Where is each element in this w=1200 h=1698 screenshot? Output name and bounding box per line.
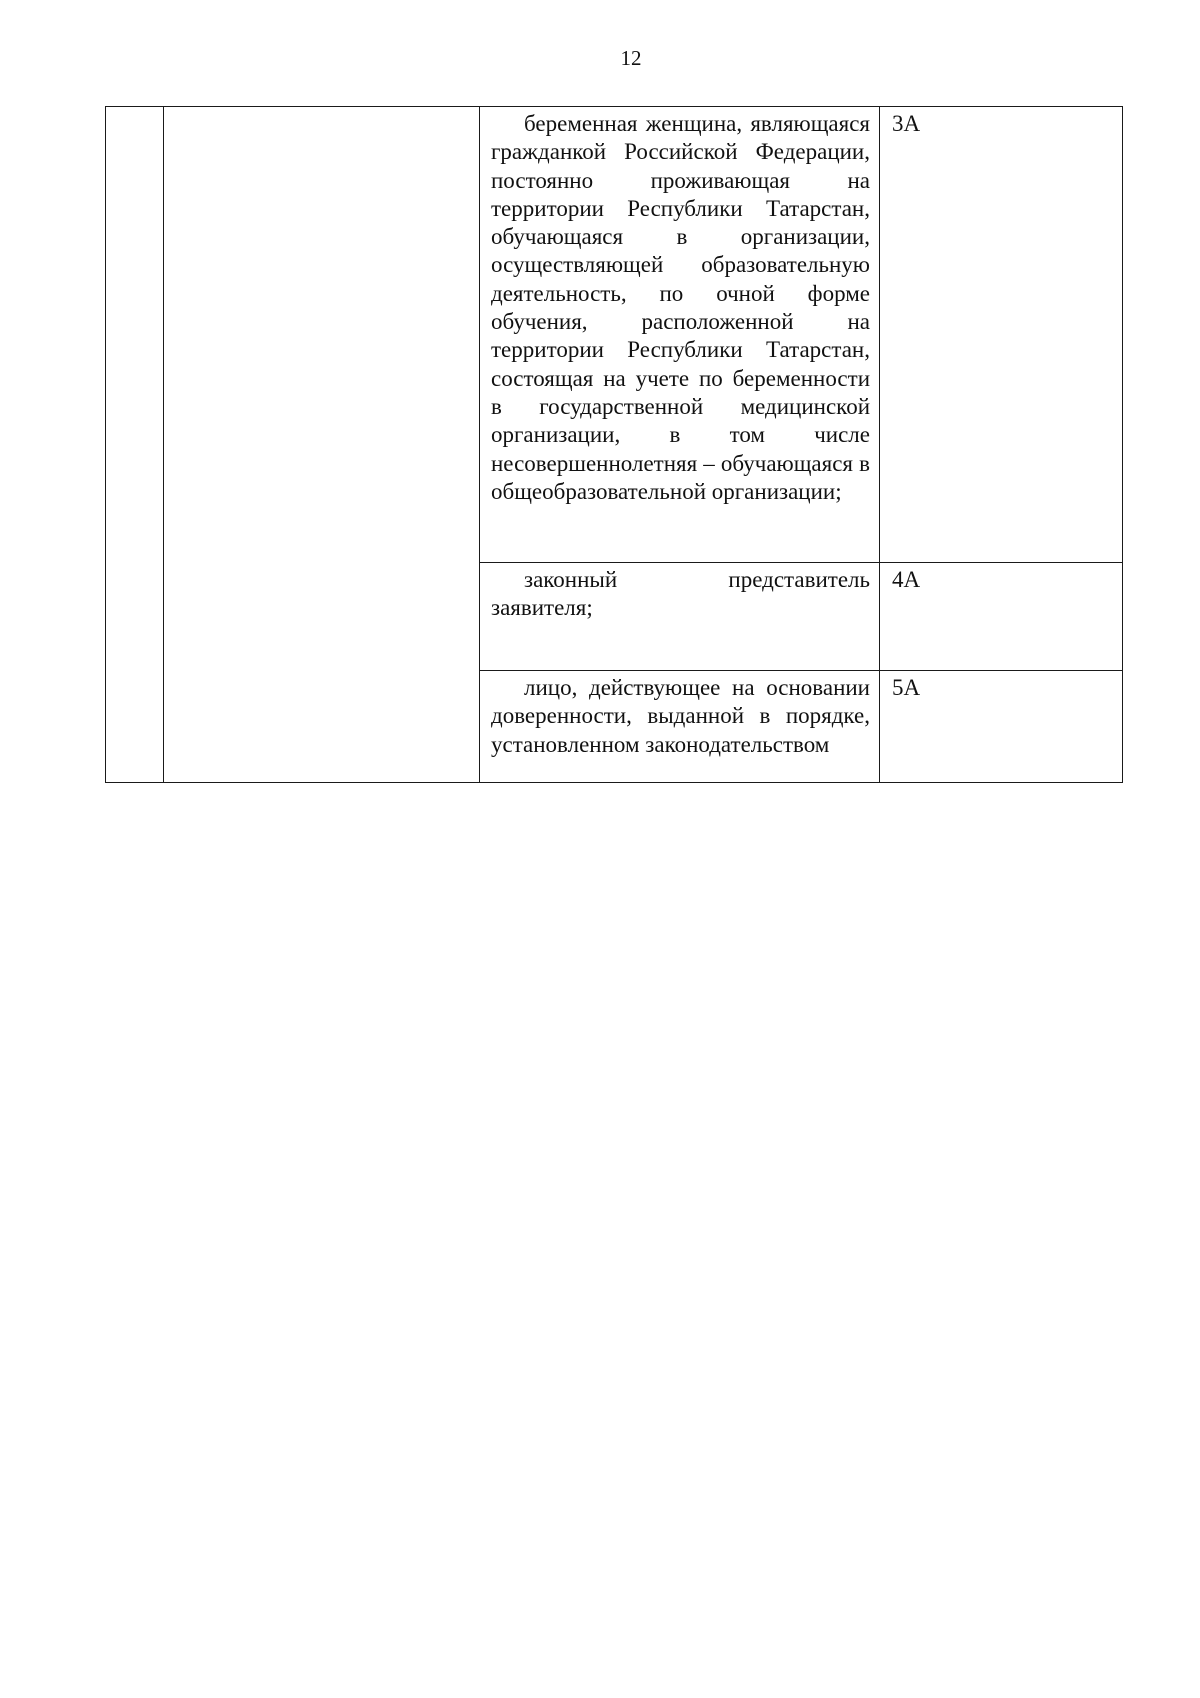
applicant-code: 4А bbox=[892, 567, 921, 592]
applicant-description-cell bbox=[480, 107, 880, 563]
applicant-description: законный представитель заявителя; bbox=[491, 567, 870, 621]
page-number: 12 bbox=[620, 46, 642, 70]
applicant-category-table bbox=[105, 106, 1123, 783]
applicant-code-cell bbox=[880, 563, 1123, 671]
table-row bbox=[106, 107, 1123, 563]
applicant-description-cell bbox=[480, 671, 880, 783]
applicant-code-cell bbox=[880, 107, 1123, 563]
applicant-code: 3А bbox=[892, 111, 921, 136]
applicant-description-cell bbox=[480, 563, 880, 671]
applicant-code: 5А bbox=[892, 675, 921, 700]
applicant-code-cell bbox=[880, 671, 1123, 783]
service-name-cell bbox=[164, 107, 480, 783]
applicant-description: беременная женщина, являющаяся гражданкой Российской Федерации, постоянно проживающая на территории Республики Татарстан, обучающаяся в организации, осуществляющей образовательную деятельность, по очной форме обучения, расположенной на территории Республики Татарстан, состоящая на учете по беременности в государственной медицинской организации, в том числе несовершеннолетняя – обучающаяся в общеобразовательной организации; bbox=[491, 111, 870, 504]
number-cell bbox=[106, 107, 164, 783]
applicant-description: лицо, действующее на основании доверенности, выданной в порядке, установленном законодательством bbox=[491, 675, 870, 757]
